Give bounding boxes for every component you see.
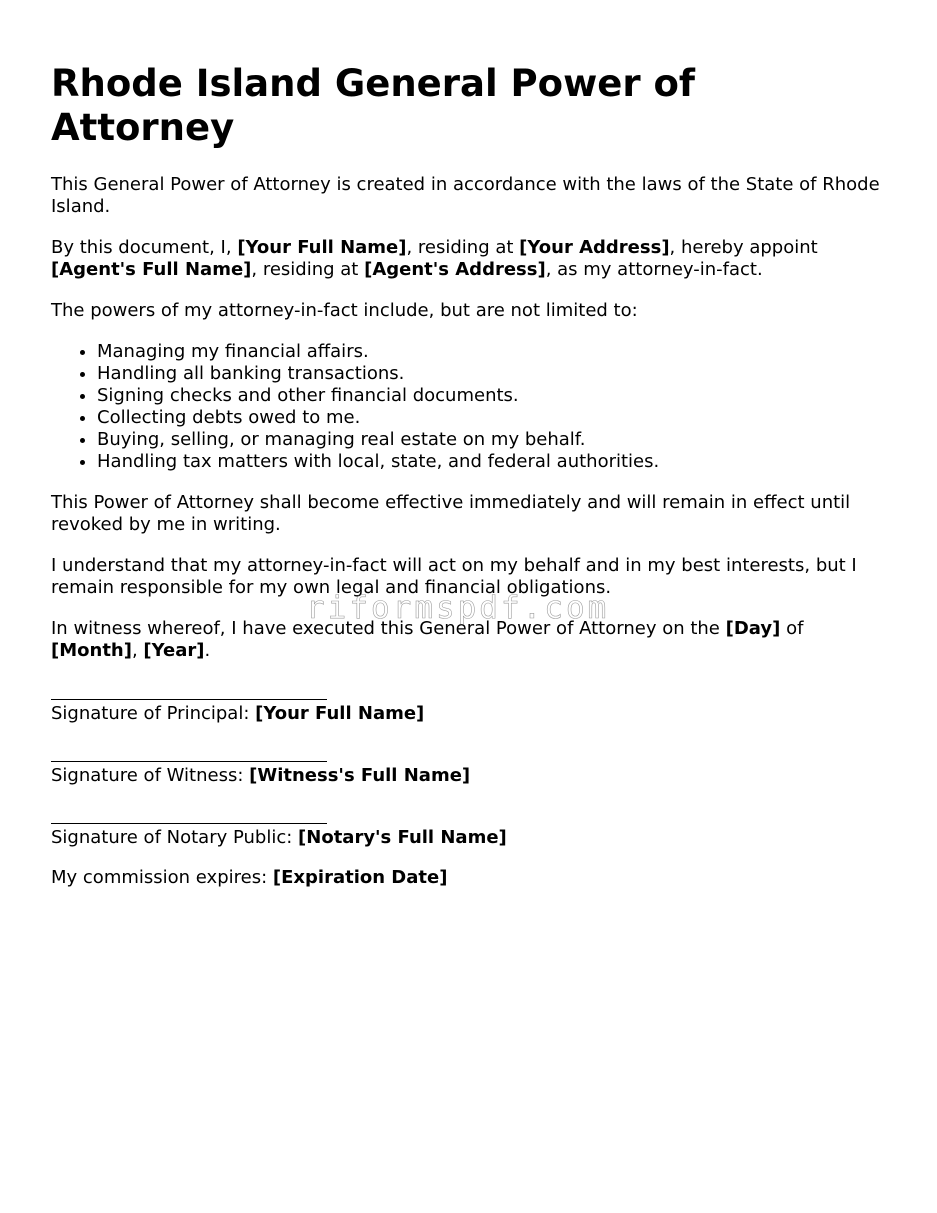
principal-signature-name: [Your Full Name] xyxy=(255,703,425,724)
appointment-paragraph: By this document, I, [Your Full Name], residing at [Your Address], hereby appoint [Agent's Full Name], residing at [Agent's Address], as my attorney-in-fact. xyxy=(51,237,818,280)
list-item: • Managing my financial affairs. xyxy=(97,341,881,363)
list-item: • Buying, selling, or managing real estate on my behalf. xyxy=(97,429,881,451)
intro-paragraph: This General Power of Attorney is created in accordance with the laws of the State of Rhode Island. xyxy=(51,174,880,217)
responsibility-paragraph: I understand that my attorney-in-fact will act on my behalf and in my best interests, but I remain responsible for my own legal and financial obligations. xyxy=(51,555,857,598)
powers-intro: The powers of my attorney-in-fact include, but are not limited to: xyxy=(51,300,638,321)
powers-list xyxy=(51,341,881,473)
signature-line xyxy=(51,743,327,762)
agent-address-placeholder: [Agent's Address] xyxy=(364,259,546,280)
year-placeholder: [Year] xyxy=(143,640,205,661)
page-title: Rhode Island General Power of Attorney xyxy=(51,62,695,149)
notary-signature-block: Signature of Notary Public: [Notary's Full Name] xyxy=(51,805,881,849)
document-page xyxy=(51,62,881,908)
list-item: • Signing checks and other financial documents. xyxy=(97,385,881,407)
principal-address-placeholder: [Your Address] xyxy=(519,237,670,258)
notary-signature-name: [Notary's Full Name] xyxy=(298,827,507,848)
list-item: • Handling all banking transactions. xyxy=(97,363,881,385)
month-placeholder: [Month] xyxy=(51,640,132,661)
day-placeholder: [Day] xyxy=(725,618,781,639)
agent-name-placeholder: [Agent's Full Name] xyxy=(51,259,252,280)
list-item: • Handling tax matters with local, state, and federal authorities. xyxy=(97,451,881,473)
signature-line xyxy=(51,805,327,824)
witness-clause: In witness whereof, I have executed this General Power of Attorney on the [Day] of [Month], [Year]. xyxy=(51,618,804,661)
commission-expiry: My commission expires: [Expiration Date] xyxy=(51,867,448,888)
list-item: • Collecting debts owed to me. xyxy=(97,407,881,429)
expiration-date-placeholder: [Expiration Date] xyxy=(272,867,448,888)
watermark: riformspdf.com xyxy=(306,590,610,626)
principal-signature-block: Signature of Principal: [Your Full Name] xyxy=(51,681,881,725)
witness-signature-block: Signature of Witness: [Witness's Full Name] xyxy=(51,743,881,787)
principal-name-placeholder: [Your Full Name] xyxy=(237,237,407,258)
effective-paragraph: This Power of Attorney shall become effective immediately and will remain in effect until revoked by me in writing. xyxy=(51,492,851,535)
signature-line xyxy=(51,681,327,700)
witness-signature-name: [Witness's Full Name] xyxy=(249,765,471,786)
